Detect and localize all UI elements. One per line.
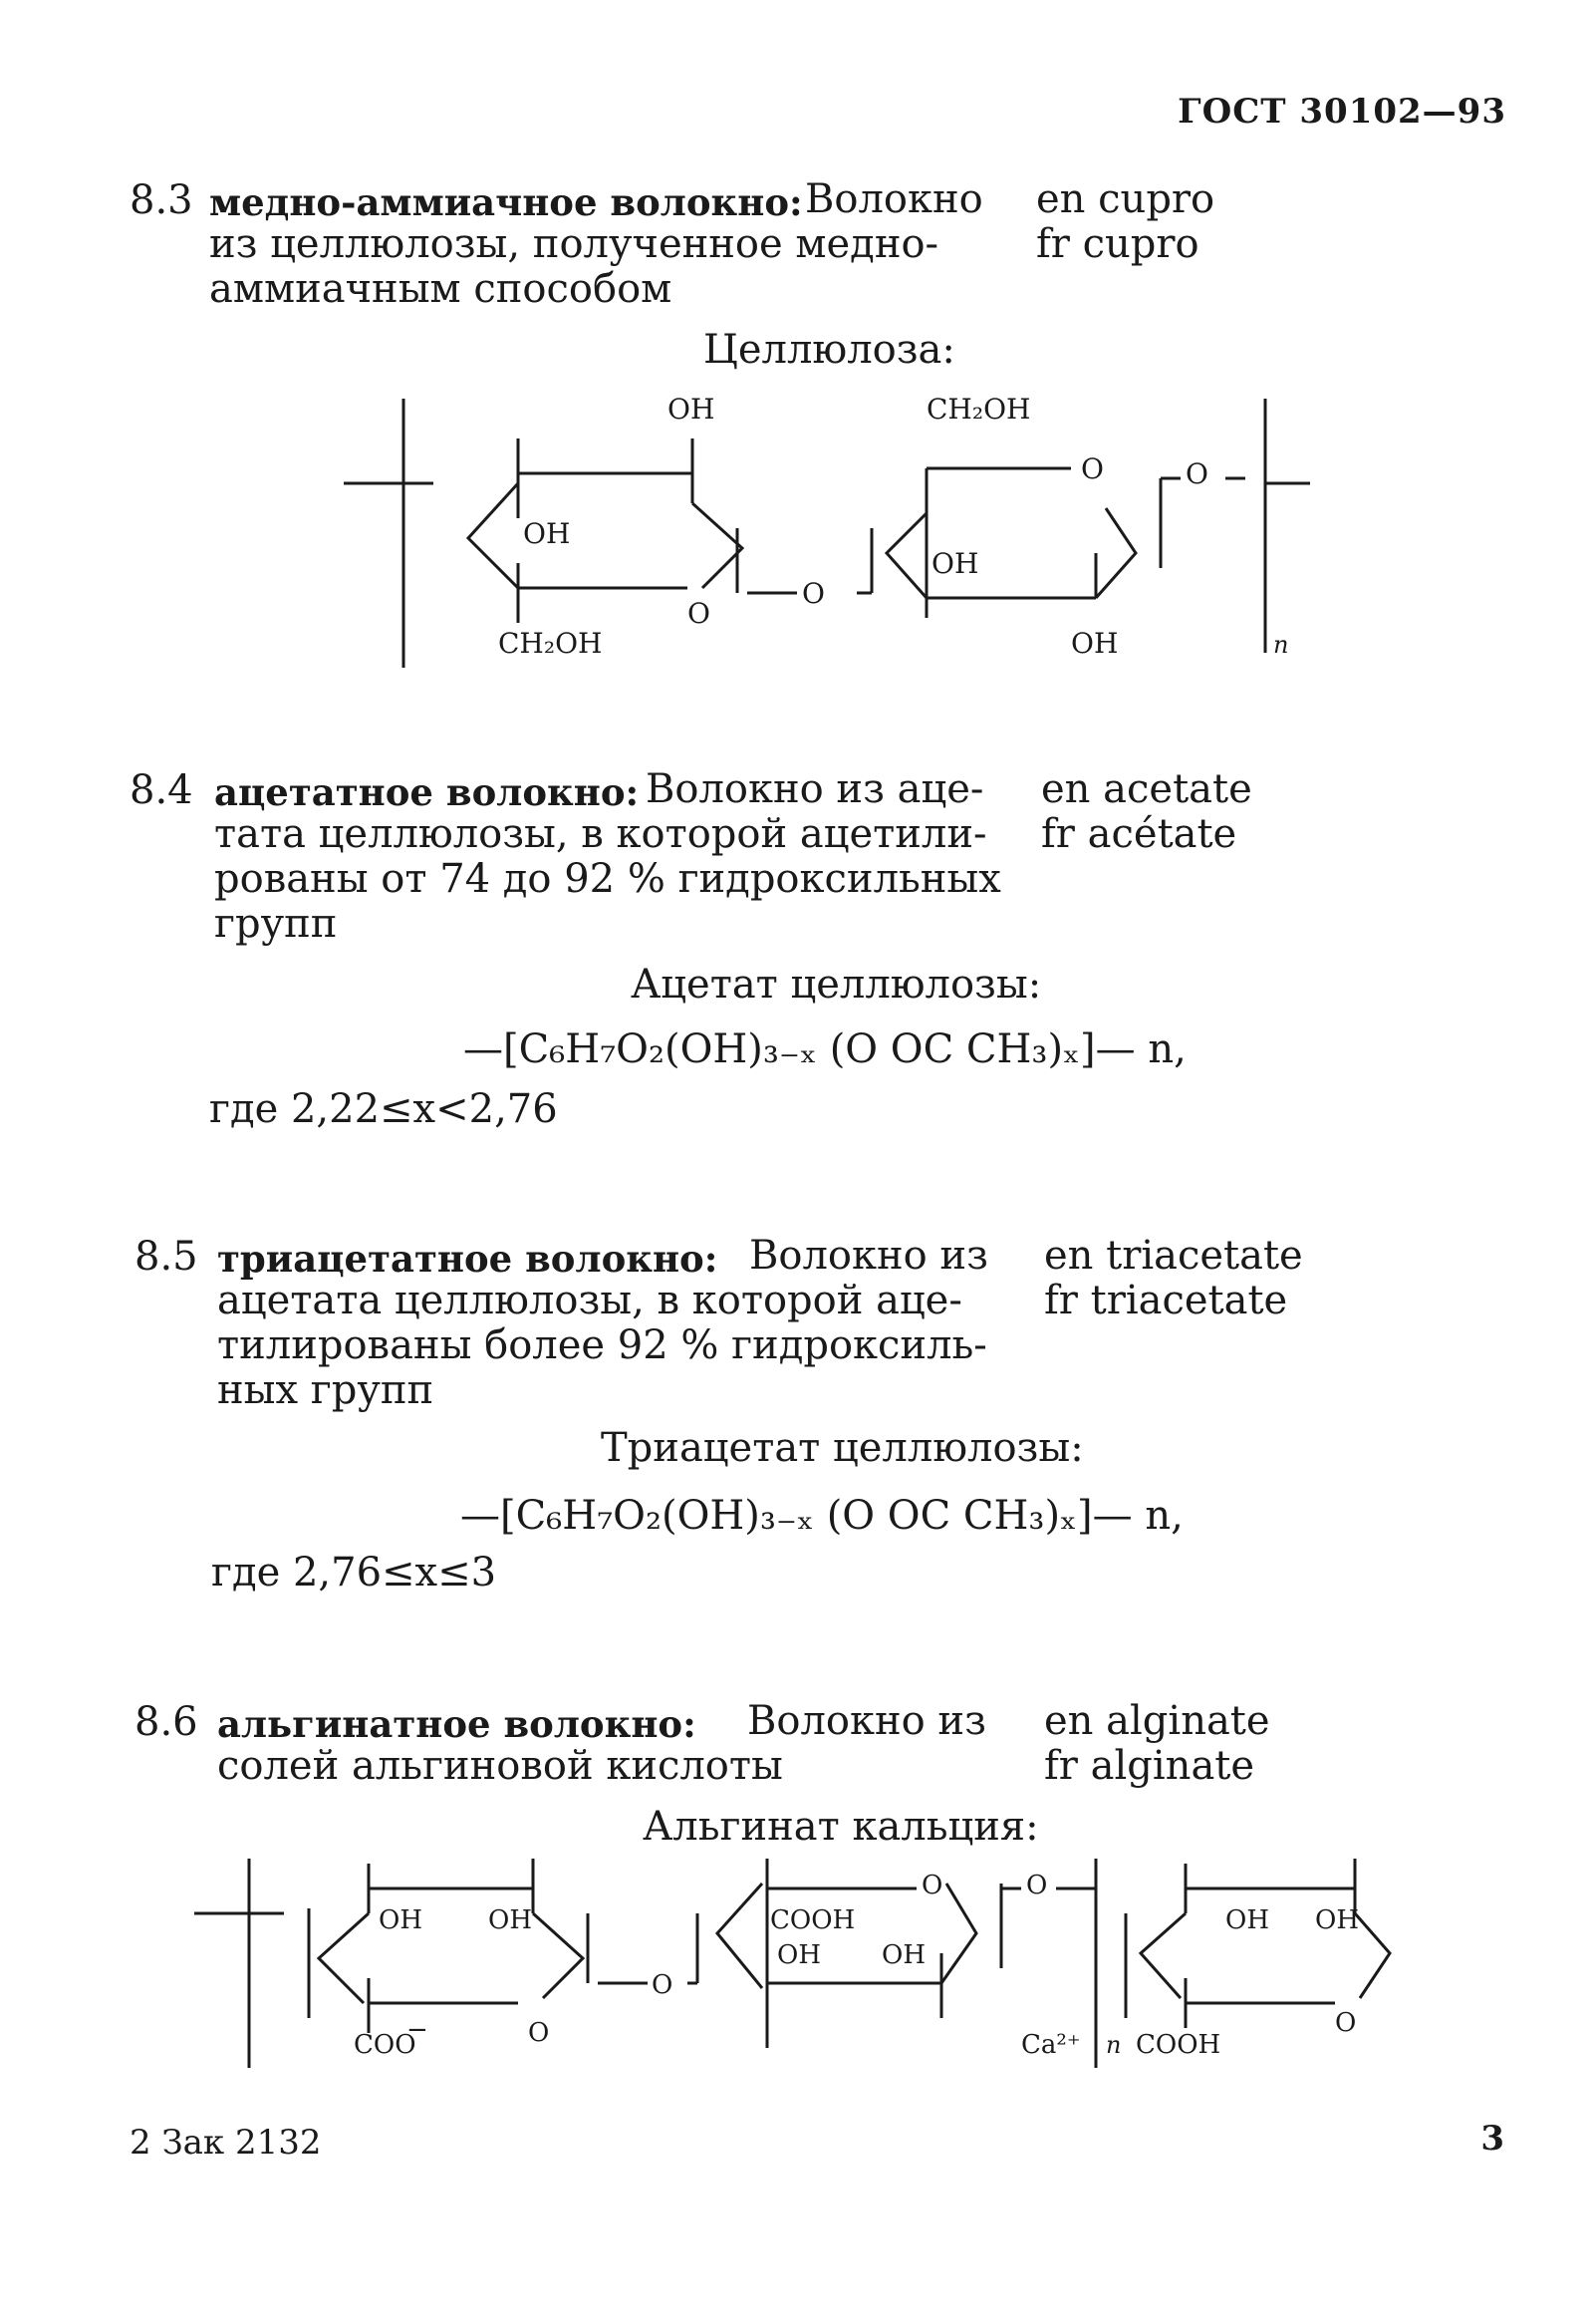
definition-line: солей альгиновой кислоты — [217, 1743, 783, 1789]
structure-label: O — [687, 597, 710, 630]
structure-label: O — [1335, 2008, 1357, 2038]
definition-line: из целлюлозы, полученное медно- — [209, 221, 939, 267]
structure-label: n — [1106, 2031, 1122, 2059]
structure-label: − — [406, 2015, 428, 2045]
definition-line: тата целлюлозы, в которой ацетили- — [214, 811, 987, 857]
structure-label: CH₂OH — [927, 393, 1031, 426]
structure-label: OH — [379, 1905, 422, 1935]
section-number: 8.5 — [134, 1234, 198, 1280]
translation-en: en alginate — [1044, 1698, 1270, 1744]
structure-label: O — [528, 2018, 550, 2048]
formula-condition: где 2,76≤x≤3 — [211, 1550, 497, 1595]
definition-line: Волокно — [805, 176, 983, 222]
structure-label: OH — [1315, 1905, 1359, 1935]
structure-caption: Альгинат кальция: — [643, 1804, 1039, 1850]
structure-label: O — [652, 1970, 673, 2000]
chemical-formula: —[C₆H₇O₂(OH)₃₋ₓ (O OC CH₃)ₓ]— n, — [460, 1493, 1184, 1539]
structure-label: Ca²⁺ — [1021, 2030, 1081, 2060]
formula-caption: Ацетат целлюлозы: — [631, 962, 1042, 1008]
calcium-alginate-structure — [179, 1854, 1474, 2083]
section-number: 8.4 — [130, 767, 193, 813]
structure-label: O — [802, 577, 825, 610]
structure-caption: Целлюлоза: — [703, 327, 955, 373]
definition-line: ных групп — [217, 1367, 434, 1413]
translation-fr: fr alginate — [1044, 1743, 1255, 1789]
definition-line: Волокно из — [749, 1233, 988, 1279]
structure-label: O — [922, 1871, 943, 1900]
term-title: альгинатное волокно: — [217, 1702, 696, 1746]
footer-order-number: 2 Зак 2132 — [130, 2123, 322, 2163]
structure-label: OH — [882, 1940, 926, 1970]
translation-en: en triacetate — [1044, 1233, 1303, 1279]
formula-caption: Триацетат целлюлозы: — [601, 1425, 1084, 1471]
translation-fr: fr cupro — [1036, 221, 1199, 267]
translation-fr: fr triacetate — [1044, 1278, 1288, 1323]
structure-label: CH₂OH — [498, 627, 603, 660]
structure-label: n — [1273, 631, 1289, 659]
document-number: ГОСТ 30102—93 — [1178, 92, 1506, 132]
structure-label: O — [1026, 1871, 1048, 1900]
formula-condition: где 2,22≤x<2,76 — [209, 1086, 558, 1132]
structure-label: OH — [488, 1905, 532, 1935]
term-title: триацетатное волокно: — [217, 1237, 718, 1281]
structure-label: OH — [777, 1940, 821, 1970]
definition-line: рованы от 74 до 92 % гидроксильных — [214, 856, 1001, 902]
definition-line: аммиачным способом — [209, 266, 672, 312]
structure-label: COOH — [1136, 2030, 1221, 2060]
section-number: 8.6 — [134, 1699, 198, 1745]
definition-line: тилированы более 92 % гидроксиль- — [217, 1322, 987, 1368]
structure-label: OH — [931, 547, 979, 580]
definition-line: Волокно из — [747, 1698, 986, 1744]
term-title: медно-аммиачное волокно: — [209, 180, 803, 224]
definition-line: ацетата целлюлозы, в которой аце- — [217, 1278, 962, 1323]
structure-label: O — [1081, 452, 1104, 485]
structure-label: OH — [1225, 1905, 1269, 1935]
chemical-formula: —[C₆H₇O₂(OH)₃₋ₓ (O OC CH₃)ₓ]— n, — [463, 1026, 1187, 1072]
section-number: 8.3 — [130, 177, 193, 223]
term-title: ацетатное волокно: — [214, 770, 640, 814]
structure-label: OH — [667, 393, 715, 426]
structure-label: OH — [1071, 627, 1119, 660]
translation-fr: fr acétate — [1041, 811, 1237, 857]
definition-line: Волокно из аце- — [646, 766, 984, 812]
structure-label: COO — [354, 2030, 416, 2060]
definition-line: групп — [214, 901, 338, 947]
structure-label: OH — [523, 517, 571, 550]
translation-en: en acetate — [1041, 766, 1252, 812]
structure-label: O — [1186, 457, 1208, 490]
structure-label: COOH — [770, 1905, 856, 1935]
page-number: 3 — [1480, 2119, 1504, 2159]
cellulose-structure — [329, 379, 1335, 678]
translation-en: en cupro — [1036, 176, 1215, 222]
